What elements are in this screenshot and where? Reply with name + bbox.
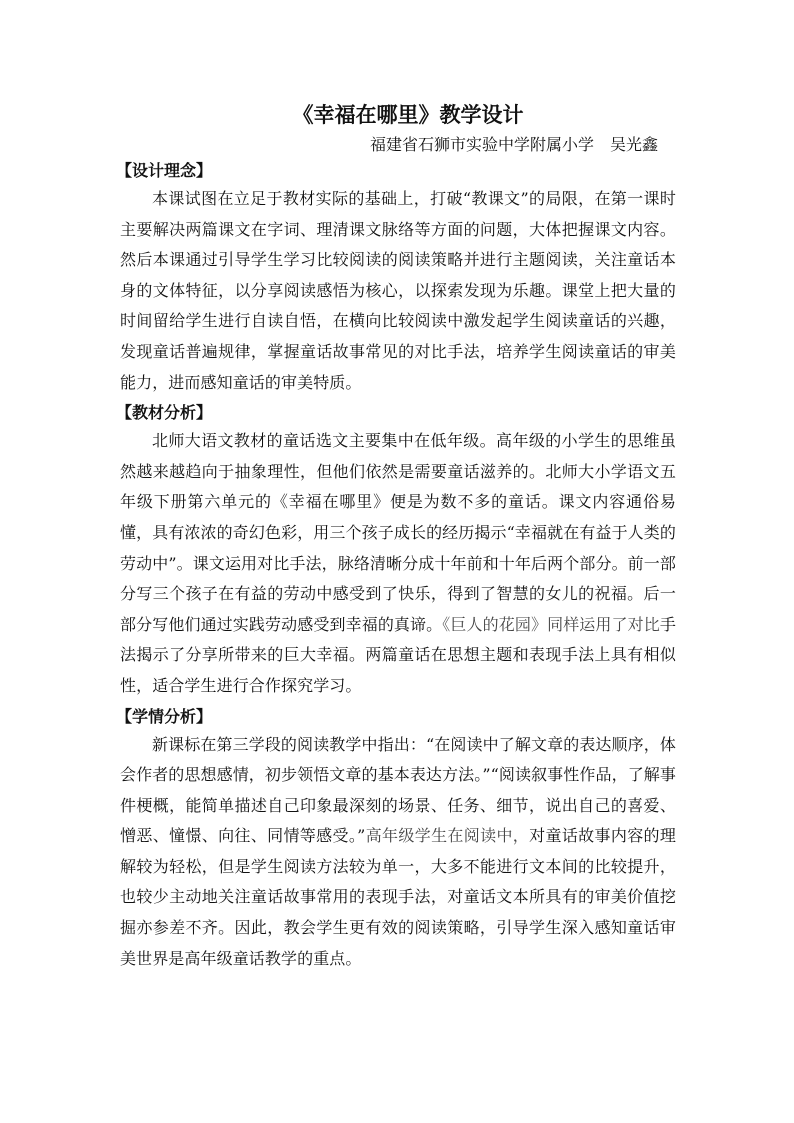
document-page bbox=[116, 100, 676, 976]
section-design-concept bbox=[116, 158, 676, 398]
section-heading: 【设计理念】 bbox=[116, 161, 213, 180]
paragraph-text: 新课标在第三学段的阅读教学中指出：“在阅读中了解文章的表达顺序，体会作者的思想感情，初步领悟文章的基本表达方法。”“阅读叙事性作品，了解事件梗概，能简单描述自己印象最深刻的场景、任务、细节，说出自己的喜爱、憎恶、憧憬、向往、同情等感受。” bbox=[120, 734, 676, 846]
paragraph-text: 对童话故事内容的理解较为轻松，但是学生阅读方法较为单一，大多不能进行文本间的比较提升，也较少主动地关注童话故事常用的表现手法，对童话文本所具有的审美价值挖掘亦参差不齐。因此，教会学生更有效的阅读策略，引导学生深入感知童话审美世界是高年级童话教学的重点。 bbox=[120, 826, 676, 968]
paragraph-text: 高年级学生在阅读中， bbox=[365, 826, 530, 846]
author-line: 福建省石狮市实验中学附属小学 吴光鑫 bbox=[369, 135, 658, 154]
paragraph-text: 北师大语文教材的童话选文主要集中在低年级。高年级的小学生的思维虽然越来越趋向于抽象理性，但他们依然是需要童话滋养的。北师大小学语文五年级下册第六单元的《幸福在哪里》便是为数不多的童话。课文内容通俗易懂，具有浓浓的奇幻色彩，用三个孩子成长的经历揭示“幸福就在有益于人类的劳动中”。课文运用对比手法，脉络清晰分成十年前和十年后两个部分。前一部分写三个孩子在有益的劳动中感受到了快乐，得到了智慧的女儿的祝福。后一部分写他们通过实践劳动感受到幸福的真谛。 bbox=[120, 431, 676, 634]
section-heading: 【学情分析】 bbox=[116, 706, 213, 726]
paragraph-text: 《巨人的花园》同样运用了对比 bbox=[442, 614, 660, 634]
section-paragraph bbox=[120, 426, 676, 701]
section-heading: 【教材分析】 bbox=[116, 403, 213, 423]
paragraph-text: 手法揭示了分享所带来的巨大幸福。两篇童话在思想主题和表现手法上具有相似性，适合学生进行合作探究学习。 bbox=[120, 614, 676, 695]
section-paragraph bbox=[120, 730, 676, 975]
section-paragraph: 本课试图在立足于教材实际的基础上，打破“教课文”的局限，在第一课时主要解决两篇课文在字词、理清课文脉络等方面的问题，大体把握课文内容。然后本课通过引导学生学习比较阅读的阅读策略并进行主题阅读，关注童话本身的文体特征，以分享阅读感悟为核心，以探索发现为乐趣。课堂上把大量的时间留给学生进行自读自悟，在横向比较阅读中激发起学生阅读童话的兴趣，发现童话普遍规律，掌握童话故事常见的对比手法，培养学生阅读童话的审美能力，进而感知童话的审美特质。 bbox=[120, 189, 676, 392]
section-textbook-analysis bbox=[116, 400, 676, 701]
document-title: 《幸福在哪里》教学设计 bbox=[292, 102, 524, 127]
section-student-analysis bbox=[116, 704, 676, 975]
